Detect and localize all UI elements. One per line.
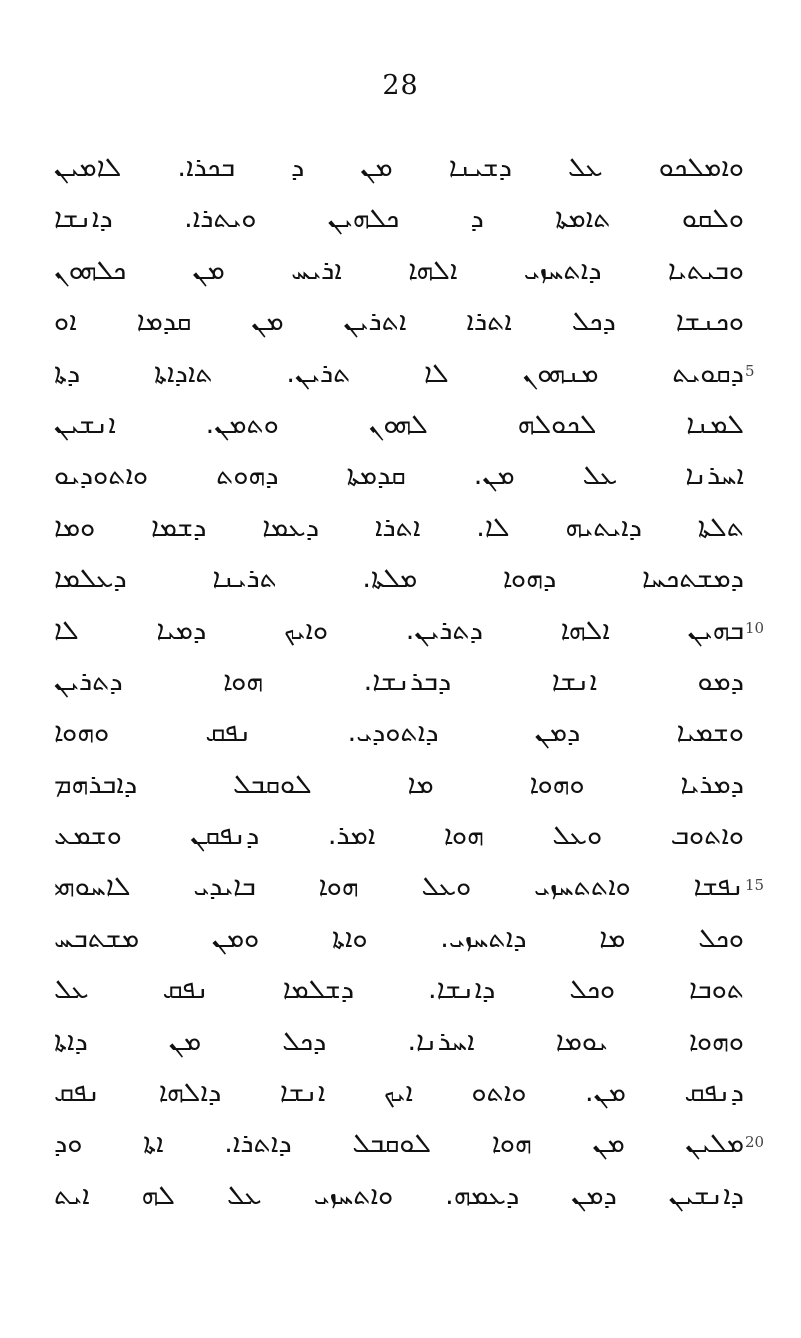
text-line: ܘܟܠ ܡܐ ܕܐܬܚܙܝ. ܘܐܬܐ ܘܡܢ ܡܫܬܒܚ xyxy=(54,922,744,954)
text-line: ܕܡܪܝܐ ܘܗܘܐ ܡܐ ܠܘܩܒܠ ܕܐܒܪܗܡ xyxy=(54,768,744,800)
text-line: ܕܐܢܫܝܢ ܕܡܢ ܕܥܡܗ. ܘܐܬܚܙܝ ܥܠ ܠܗ ܐܝܬ xyxy=(54,1179,744,1211)
text-line: ܬܠܬܐ ܕܐܝܬܝܗ ܠܐ. ܐܬܪܐ ܕܥܡܐ ܕܫܡܐ ܘܡܐ xyxy=(54,511,744,543)
line-number-15: 15 xyxy=(745,876,765,894)
text-line: ܡܠܝܢ ܡܢ ܗܘܐ ܠܘܩܒܠ ܕܐܬܪܐ. ܐܬܐ ܘܕ xyxy=(54,1128,744,1160)
text-line: ܘܗܘܐ ܝܘܡܐ ܐܚܪܢܐ. ܕܟܠ ܡܢ ܕܐܬܐ xyxy=(54,1025,744,1057)
text-line: ܕܡܘ ܐܢܫܐ ܕܒܪܢܫܐ. ܗܘܐ ܕܬܪܝܢ xyxy=(54,665,744,697)
text-line: ܕܢܦܩ ܡܢ. ܘܐܬܘ ܐܝܟ ܐܢܫܐ ܕܐܠܗܐ ܢܦܩ xyxy=(54,1077,744,1109)
text-line: ܘܫܡܝܐ ܕܡܢ ܕܐܬܘܕܝ. ܢܦܩ ܘܗܘܐ xyxy=(54,717,744,749)
line-number-5: 5 xyxy=(745,362,755,380)
text-line: ܢܦܫܐ ܘܐܬܬܚܙܝ ܘܥܠ ܗܘܐ ܒܐܝܕܝ ܠܐܚܘܗܝ xyxy=(54,871,744,903)
text-line: ܕܩܘܝܬ ܡܢܗܘܢ ܠܐ ܬܪܝܢ. ܬܐܕܐܬܐ ܕܬܐ xyxy=(54,357,744,389)
text-line: ܘܒܝܬܝܐ ܕܐܬܚܙܝ ܐܠܗܐ ܐܪܝܚ ܡܢ ܟܠܗܘܢ xyxy=(54,254,744,286)
syriac-text-block xyxy=(54,142,744,1221)
text-line: ܠܡܢܐ ܠܟܘܠܗ ܠܗܘܢ ܘܬܡܢ. ܐܢܫܝܢ xyxy=(54,408,744,440)
text-line: ܕܡܫܬܟܚܐ ܕܗܘܐ ܡܠܬܐ. ܬܪܝܢܐ ܕܥܠܡܐ xyxy=(54,563,744,595)
line-number-10: 10 xyxy=(745,619,765,637)
text-line: ܒܗܝܢ ܐܠܗܐ ܕܬܪܝܢ. ܘܐܝܟ ܕܡܝܐ ܠܐ xyxy=(54,614,744,646)
text-line: ܘܐܬܘܒ ܘܥܠ ܗܘܐ ܐܡܪ. ܕܢܦܩܢ ܘܫܡܥ xyxy=(54,820,744,852)
line-number-20: 20 xyxy=(745,1133,765,1151)
text-line: ܬܘܒܐ ܘܟܠ ܕܐܢܫܐ. ܕܫܠܡܐ ܢܦܩ ܥܠ xyxy=(54,974,744,1006)
text-line: ܘܠܩܘ ܬܐܡܬܐ ܕ ܟܠܗܝܢ ܘܝܬܪܐ. ܕܐܢܫܐ xyxy=(54,203,744,235)
text-line: ܐܚܪܢܐ ܥܠ ܡܢ. ܩܕܡܬܐ ܕܗܘܬ ܘܐܬܘܕܝܘ xyxy=(54,460,744,492)
text-line: ܘܐܡܠܟܘ ܥܠ ܕܫܝܢܐ ܡܢ ܕ ܒܟܪܐ. ܠܐܡܝܢ xyxy=(54,152,744,183)
text-line: ܘܟܢܫܐ ܕܟܠ ܐܬܪܐ ܐܬܪܝܢ ܡܢ ܩܕܡܐ ܐܘ xyxy=(54,306,744,338)
page-number: 28 xyxy=(382,70,419,101)
